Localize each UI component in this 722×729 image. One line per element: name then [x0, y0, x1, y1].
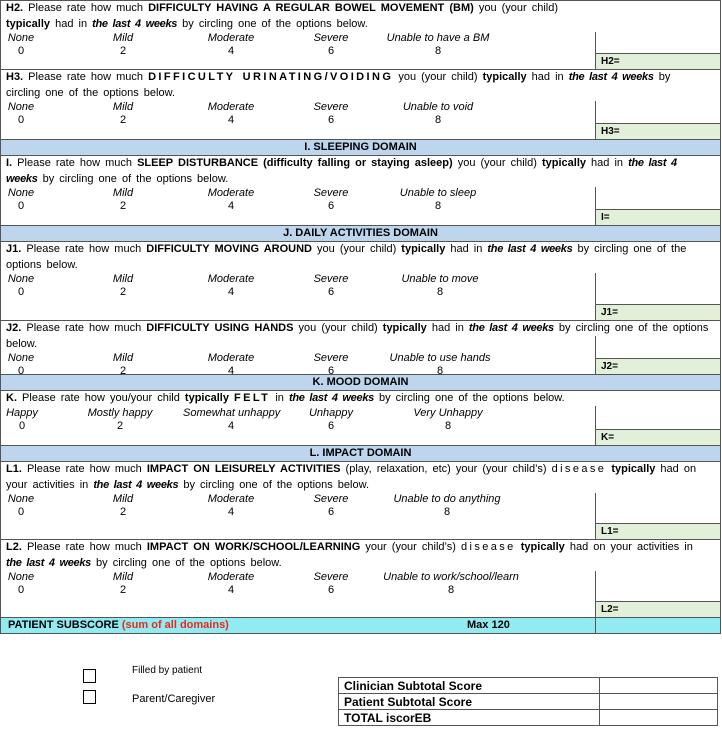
option-unable[interactable]: Unable to sleep 8: [399, 187, 477, 212]
score-cell: [595, 101, 720, 139]
option-somewhat-unhappy[interactable]: Somewhat unhappy 4: [183, 406, 281, 432]
question-text: H2. Please rate how much DIFFICULTY HAVING A REGULAR BOWEL MOVEMENT (BM) you (your child) typically had in the last 4 weeks by circling one of the options below.: [6, 2, 559, 30]
option-moderate[interactable]: Moderate 4: [207, 352, 255, 377]
question-text: L2. Please rate how much IMPACT ON WORK/SCHOOL/LEARNING your (your child’s) disease typically had on your activities in the last 4 weeks by circling one of the options below.: [6, 541, 693, 569]
question-text: J2. Please rate how much DIFFICULTY USING HANDS you (your child) typically had in the last 4 weeks by circling one of the options below.: [6, 322, 709, 350]
score-summary-table: [338, 677, 718, 726]
option-none[interactable]: None 0: [7, 352, 35, 377]
patient-subtotal-label: Patient Subtotal Score: [339, 694, 600, 710]
option-none[interactable]: None 0: [7, 493, 35, 518]
option-unable[interactable]: Unable to have a BM 8: [386, 32, 490, 57]
rating-options: [1, 187, 591, 218]
question-k: [0, 391, 721, 446]
section-header-daily-activities: J. DAILY ACTIVITIES DOMAIN: [0, 226, 721, 242]
option-unable[interactable]: Unable to work/school/learn 8: [383, 571, 519, 596]
subscore-label: PATIENT SUBSCORE (sum of all domains): [8, 619, 229, 631]
option-moderate[interactable]: Moderate 4: [207, 273, 255, 298]
option-mild[interactable]: Mild 2: [112, 352, 134, 377]
option-severe[interactable]: Severe 6: [313, 101, 349, 126]
option-unhappy[interactable]: Unhappy 6: [308, 406, 354, 432]
table-row: [339, 694, 718, 710]
option-mild[interactable]: Mild 2: [112, 273, 134, 298]
option-severe[interactable]: Severe 6: [313, 493, 349, 518]
score-cell: [595, 273, 720, 320]
rating-options: [1, 407, 591, 438]
filled-by-patient-label: Filled by patient: [132, 665, 203, 676]
section-header-mood: K. MOOD DOMAIN: [0, 375, 721, 391]
total-iscoreb-label: TOTAL iscorEB: [339, 710, 600, 726]
option-moderate[interactable]: Moderate 4: [207, 32, 255, 57]
option-mostly-happy[interactable]: Mostly happy 2: [87, 406, 153, 432]
question-text: H3. Please rate how much DIFFICULTY URINATING/VOIDING you (your child) typically had in the last 4 weeks by circling one of the options below.: [6, 71, 671, 99]
option-unable[interactable]: Unable to move 8: [401, 273, 479, 298]
option-severe[interactable]: Severe 6: [313, 571, 349, 596]
score-box-l1[interactable]: L1=: [596, 523, 720, 539]
rating-options: [1, 352, 591, 383]
score-box-h2[interactable]: H2=: [596, 53, 720, 69]
option-unable[interactable]: Unable to do anything 8: [393, 493, 501, 518]
question-i: [0, 156, 721, 226]
clinician-subtotal-label: Clinician Subtotal Score: [339, 678, 600, 694]
option-moderate[interactable]: Moderate 4: [207, 571, 255, 596]
option-mild[interactable]: Mild 2: [112, 571, 134, 596]
score-box-j2[interactable]: J2=: [596, 358, 720, 374]
subscore-input-cell[interactable]: [595, 618, 720, 633]
option-happy[interactable]: Happy 0: [6, 406, 38, 432]
section-header-impact: L. IMPACT DOMAIN: [0, 446, 721, 462]
option-none[interactable]: None 0: [7, 273, 35, 298]
question-text: J1. Please rate how much DIFFICULTY MOVING AROUND you (your child) typically had in the last 4 weeks by circling one of the options below.: [6, 243, 687, 271]
subscore-max: Max 120: [467, 619, 510, 631]
option-very-unhappy[interactable]: Very Unhappy 8: [413, 406, 483, 432]
option-none[interactable]: None 0: [7, 187, 35, 212]
rating-options: [1, 32, 591, 63]
option-mild[interactable]: Mild 2: [112, 493, 134, 518]
score-cell: [595, 187, 720, 225]
option-mild[interactable]: Mild 2: [112, 101, 134, 126]
question-j2: [0, 321, 721, 375]
section-header-sleeping: I. SLEEPING DOMAIN: [0, 140, 721, 156]
option-moderate[interactable]: Moderate 4: [207, 493, 255, 518]
question-j1: [0, 242, 721, 321]
table-row: [339, 710, 718, 726]
filled-by-patient-checkbox[interactable]: [83, 669, 96, 683]
question-text: L1. Please rate how much IMPACT ON LEISURELY ACTIVITIES (play, relaxation, etc) your (your child’s) disease typically had on your activities in the last 4 weeks by circling one of the options below.: [6, 463, 697, 491]
score-box-k[interactable]: K=: [596, 429, 720, 445]
question-l1: [0, 462, 721, 540]
score-cell: [595, 32, 720, 69]
score-box-i[interactable]: I=: [596, 209, 720, 225]
option-severe[interactable]: Severe 6: [313, 32, 349, 57]
table-row: [339, 678, 718, 694]
question-h2: [0, 0, 721, 70]
option-severe[interactable]: Severe 6: [313, 273, 349, 298]
question-l2: [0, 540, 721, 618]
score-cell: [595, 406, 720, 445]
score-box-h3[interactable]: H3=: [596, 123, 720, 139]
total-iscoreb-value[interactable]: [600, 710, 718, 726]
option-unable[interactable]: Unable to use hands 8: [389, 352, 491, 377]
option-none[interactable]: None 0: [7, 32, 35, 57]
rating-options: [1, 571, 591, 602]
parent-caregiver-label: Parent/Caregiver: [132, 693, 216, 705]
option-severe[interactable]: Severe 6: [313, 187, 349, 212]
rating-options: [1, 493, 591, 524]
score-box-l2[interactable]: L2=: [596, 601, 720, 617]
option-moderate[interactable]: Moderate 4: [207, 101, 255, 126]
parent-caregiver-checkbox[interactable]: [83, 690, 96, 704]
question-h3: [0, 70, 721, 140]
clinician-subtotal-value[interactable]: [600, 678, 718, 694]
option-unable[interactable]: Unable to void 8: [402, 101, 474, 126]
patient-subscore-row: [0, 618, 721, 634]
option-mild[interactable]: Mild 2: [112, 187, 134, 212]
rating-options: [1, 101, 591, 132]
option-none[interactable]: None 0: [7, 101, 35, 126]
score-cell: [595, 571, 720, 617]
option-moderate[interactable]: Moderate 4: [207, 187, 255, 212]
patient-subtotal-value[interactable]: [600, 694, 718, 710]
option-mild[interactable]: Mild 2: [112, 32, 134, 57]
score-cell: [595, 493, 720, 539]
option-none[interactable]: None 0: [7, 571, 35, 596]
question-text: I. Please rate how much SLEEP DISTURBANCE (difficulty falling or staying asleep) you (your child) typically had in the last 4 weeks by circling one of the options below.: [6, 157, 677, 185]
score-box-j1[interactable]: J1=: [596, 304, 720, 320]
question-text: K. Please rate how you/your child typically FELT in the last 4 weeks by circling one of the options below.: [6, 392, 565, 404]
score-cell: [595, 336, 720, 374]
option-severe[interactable]: Severe 6: [313, 352, 349, 377]
rating-options: [1, 273, 591, 304]
